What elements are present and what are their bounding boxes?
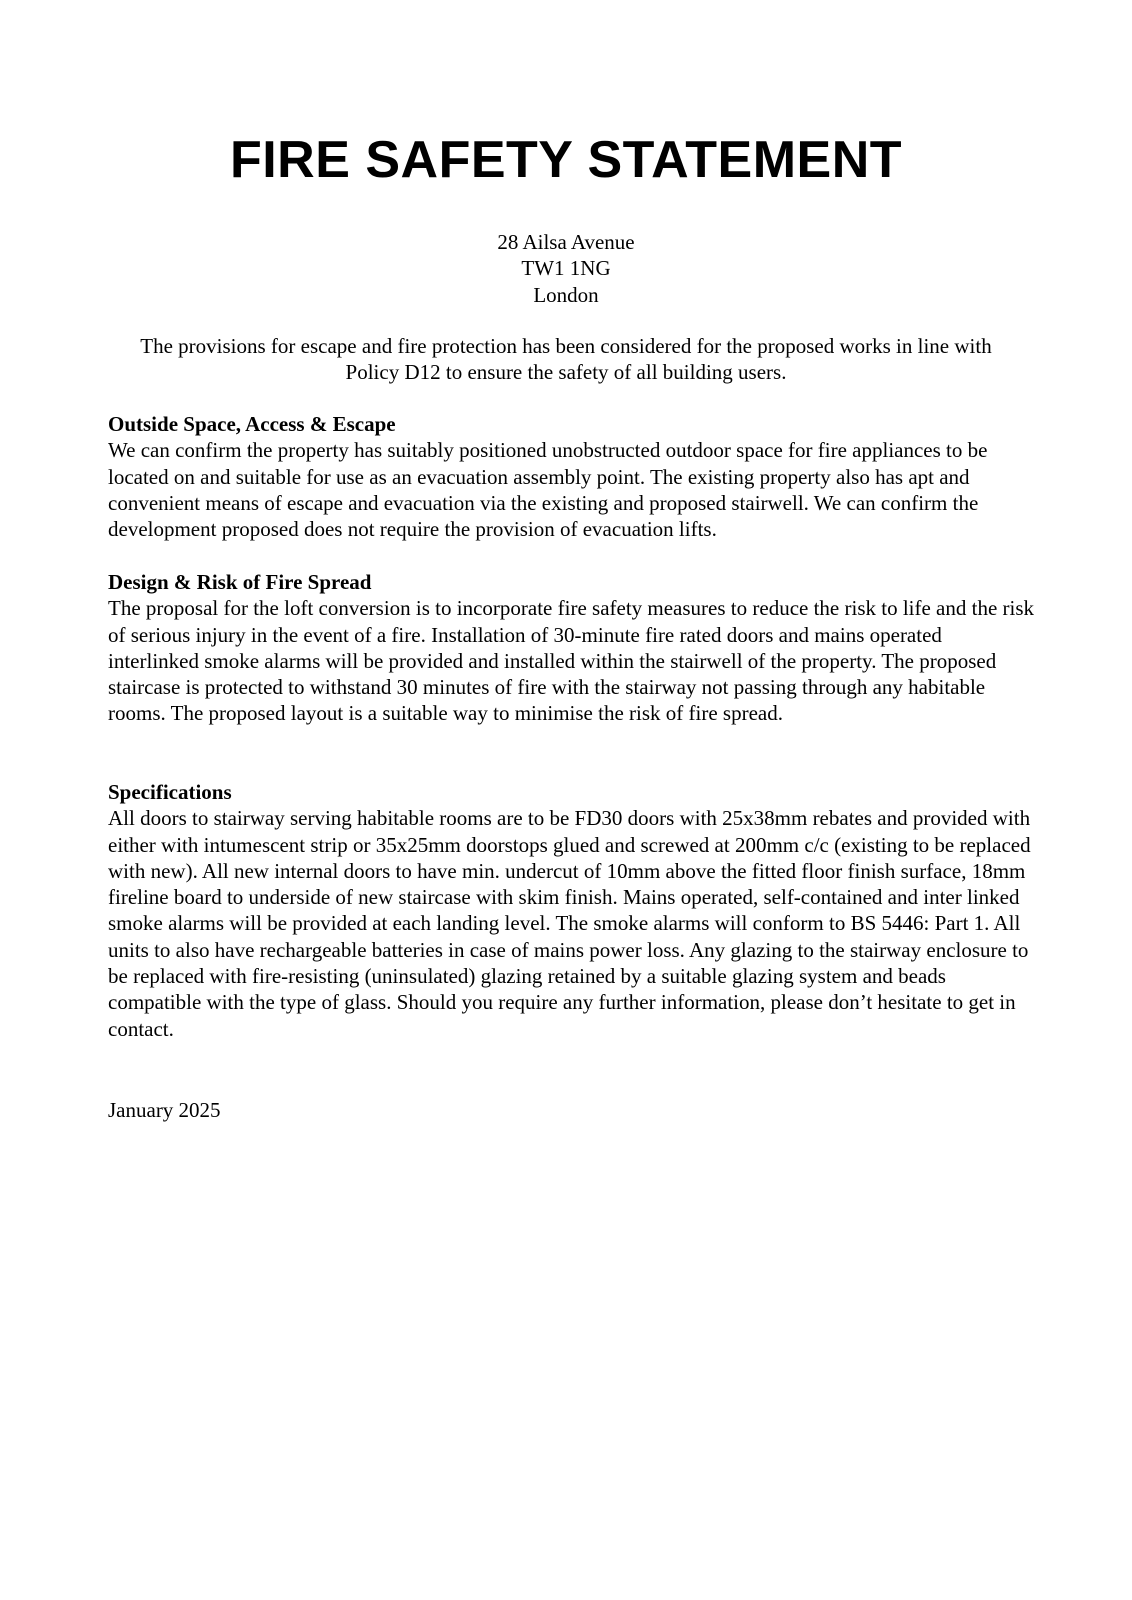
section-outside-space: [108, 411, 1038, 542]
section-heading: Specifications: [108, 780, 232, 804]
section-body: All doors to stairway serving habitable rooms are to be FD30 doors with 25x38mm rebates and provided with either with intumescent strip or 35x25mm doorstops glued and screwed at 200mm c/c (existing to be replaced with new). All new internal doors to have min. undercut of 10mm above the fitted floor finish surface, 18mm fireline board to underside of new staircase with skim finish. Mains operated, self-contained and inter linked smoke alarms will be provided at each landing level. The smoke alarms will conform to BS 5446: Part 1. All units to also have rechargeable batteries in case of mains power loss. Any glazing to the stairway enclosure to be replaced with fire-resisting (uninsulated) glazing retained by a suitable glazing system and beads compatible with the type of glass. Should you require any further information, please don’t hesitate to get in contact.: [108, 806, 1031, 1041]
address-block: [0, 229, 1132, 308]
address-line-postcode: TW1 1NG: [521, 256, 611, 281]
section-body: The proposal for the loft conversion is to incorporate fire safety measures to reduce the risk to life and the risk of serious injury in the event of a fire. Installation of 30-minute fire rated doors and mains operated interlinked smoke alarms will be provided and installed within the stairwell of the property. The proposed staircase is protected to withstand 30 minutes of fire with the stairway not passing through any habitable rooms. The proposed layout is a suitable way to minimise the risk of fire spread.: [108, 596, 1035, 726]
address-line-street: 28 Ailsa Avenue: [497, 230, 635, 254]
section-body: We can confirm the property has suitably positioned unobstructed outdoor space for fire appliances to be located on and suitable for use as an evacuation assembly point. The existing property also has apt and convenient means of escape and evacuation via the existing and proposed stairwell. We can confirm the development proposed does not require the provision of evacuation lifts.: [108, 438, 988, 542]
intro-paragraph: The provisions for escape and fire protection has been considered for the proposed works in line with Policy D12 to ensure the safety of all building users.: [140, 334, 992, 385]
document-date: January 2025: [108, 1098, 221, 1122]
section-heading: Design & Risk of Fire Spread: [108, 570, 372, 594]
address-line-city: London: [533, 282, 599, 307]
page-title: FIRE SAFETY STATEMENT: [229, 131, 903, 189]
section-heading: Outside Space, Access & Escape: [108, 412, 396, 436]
section-specifications: [108, 779, 1038, 1042]
section-design-risk: [108, 569, 1038, 727]
